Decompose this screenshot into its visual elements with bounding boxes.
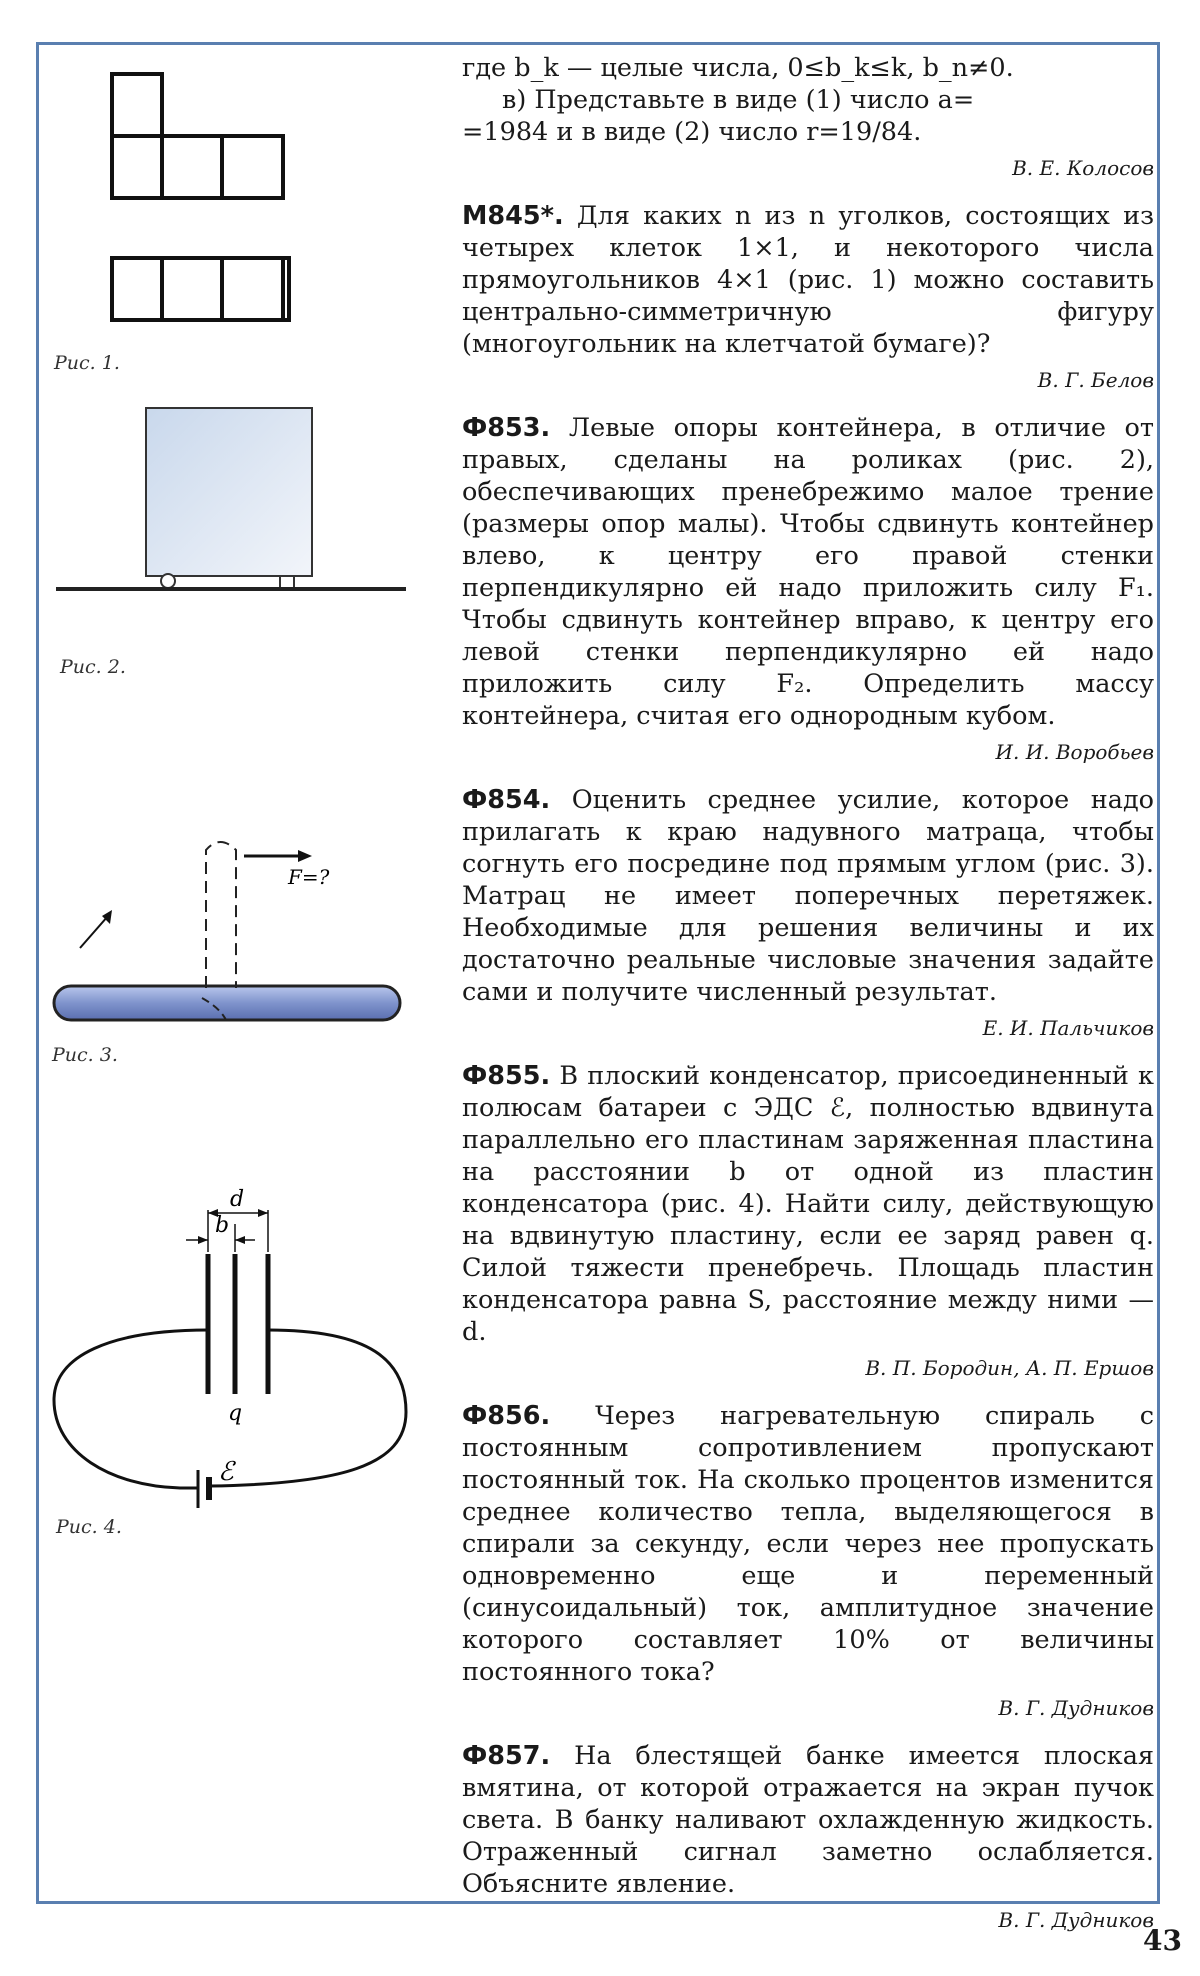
label-b: b [215, 1213, 230, 1238]
wire-left [54, 1330, 208, 1488]
cell [112, 74, 162, 136]
problem-m845: М845*. Для каких n из n уголков, состоящих из четырех клеток 1×1, и некоторого числа прямоугольников 4×1 (рис. 1) можно составить центрально-симметричную фигуру (многоугольник на клетчатой бумаге)? [462, 201, 1155, 359]
right-support [280, 576, 294, 588]
label-d: d [230, 1187, 245, 1212]
author-kolosov: В. Е. Колосов [1012, 156, 1154, 180]
problem-f857: Ф857. На блестящей банке имеется плоская вмятина, от которой отражается на экран пучок света. В банку наливают охлажденную жидкость. Отраженный сигнал заметно ослабляется. Объясните явление. [462, 1741, 1154, 1899]
fig4-caption: Рис. 4. [56, 1516, 122, 1538]
container [146, 408, 312, 576]
text-column [462, 52, 1154, 1952]
mattress [54, 986, 400, 1020]
intro-line2: в) Представьте в виде (1) число a= [502, 85, 975, 115]
cell [283, 258, 289, 320]
problem-f853: Ф853. Левые опоры контейнера, в отличие от правых, сделаны на роликах (рис. 2), обеспечивающих пренебрежимо малое трение (размеры опор малы). Чтобы сдвинуть контейнер влево, к центру его правой стенки перпендикулярно ей надо приложить силу F₁. Чтобы сдвинуть контейнер вправо, к центру его левой стенки перпендикулярно ей надо приложить силу F₂. Определить массу контейнера, считая его однородным кубом. [462, 413, 1154, 731]
author-borodin-ershov: В. П. Бородин, А. П. Ершов [865, 1356, 1154, 1380]
fig3-caption: Рис. 3. [52, 1044, 118, 1066]
author-vorobyev: И. И. Воробьев [995, 740, 1154, 764]
figure-3 [50, 838, 410, 1038]
fig1-caption: Рис. 1. [54, 352, 120, 374]
cell [162, 258, 222, 320]
author-dudnikov: В. Г. Дудников [998, 1696, 1154, 1720]
label-emf: ℰ [218, 1457, 234, 1487]
author-palchikov: Е. И. Пальчиков [982, 1016, 1154, 1040]
roller [161, 574, 175, 588]
problem-f854: Ф854. Оценить среднее усилие, которое надо прилагать к краю надувного матраца, чтобы согнуть его посредине под прямым углом (рис. 3). Матрац не имеет поперечных перетяжек. Необходимые для решения величины и их достаточно реальные числовые значения задайте сами и получите численный результат. [462, 785, 1154, 1007]
force-label: F=? [288, 865, 330, 889]
problem-f855: Ф855. В плоский конденсатор, присоединенный к полюсам батареи с ЭДС ℰ, полностью вдвинута параллельно его пластинам заряженная пластина на расстоянии b от одной из пластин конденсатора (рис. 4). Найти силу, действующую на вдвинутую пластину, если ее заряд равен q. Силой тяжести пренебречь. Площадь пластин конденсатора равна S, расстояние между ними — d. [462, 1061, 1154, 1347]
direction-arrow [80, 916, 108, 948]
cell [112, 258, 162, 320]
intro-line3: =1984 и в виде (2) число r=19/84. [462, 117, 922, 147]
figure-4 [50, 1180, 420, 1530]
intro-line1: где b_k — целые числа, 0≤b_k≤k, b_n≠0. [462, 53, 1014, 83]
force-arrowhead [298, 850, 312, 862]
cell [112, 136, 162, 198]
page-number: 43 [1143, 1924, 1182, 1957]
cell [222, 136, 283, 198]
cell [222, 258, 283, 320]
fig2-caption: Рис. 2. [60, 656, 126, 678]
label-q: q [228, 1401, 243, 1426]
cell [162, 136, 222, 198]
figure-1 [100, 62, 320, 342]
author-belov: В. Г. Белов [1037, 368, 1154, 392]
figure-2 [52, 398, 412, 608]
bent-part [206, 842, 236, 988]
author-dudnikov-2: В. Г. Дудников [998, 1908, 1154, 1932]
problem-f856: Ф856. Через нагревательную спираль с постоянным сопротивлением пропускают постоянный ток. На сколько процентов изменится среднее количество тепла, выделяющегося в спирали за секунду, если через нее пропускать одновременно еще и переменный (синусоидальный) ток, амплитудное значение которого составляет 10% от величины постоянного тока? [462, 1401, 1154, 1687]
